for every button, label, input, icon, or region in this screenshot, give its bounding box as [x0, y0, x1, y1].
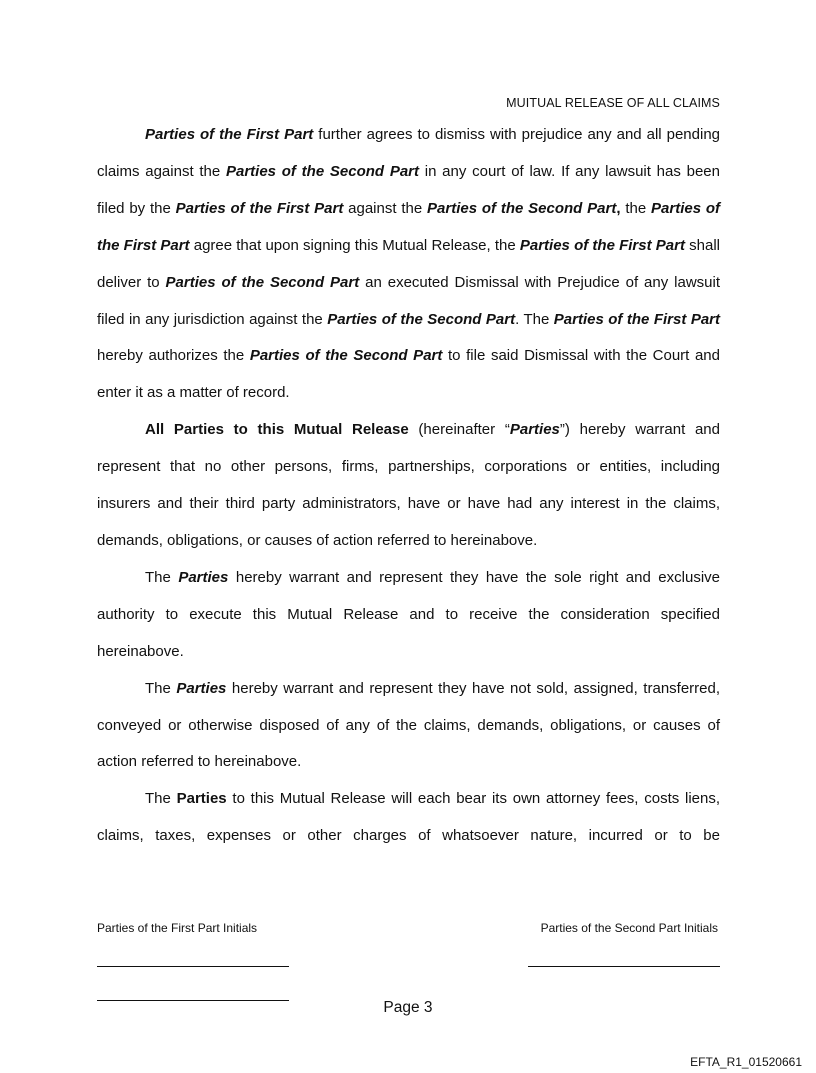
- paragraph-not-assigned: [97, 671, 720, 782]
- party-term: Parties: [176, 679, 227, 697]
- text-run: hereby warrant and represent they have the sole right and exclusive authority to execute this Mutual Release and to receive the consideration specified hereinabove.: [97, 568, 720, 660]
- paragraph-no-other-interest: [97, 412, 720, 560]
- party-term: Parties: [176, 790, 227, 808]
- party-term: Parties of the First Part: [97, 199, 721, 254]
- party-term: Parties of the First Part: [519, 236, 685, 254]
- paragraph-authority: [97, 560, 720, 671]
- first-part-initials-label: Parties of the First Part Initials: [97, 921, 258, 935]
- text-run: in any court of law. If any lawsuit has been filed by the: [97, 162, 720, 217]
- running-header: MUITUAL RELEASE OF ALL CLAIMS: [506, 96, 720, 110]
- party-term: Parties of the Second Part: [165, 273, 360, 291]
- text-run: agree that upon signing this Mutual Release, the: [189, 236, 520, 254]
- text-run: further agrees to dismiss with prejudice any and all pending claims against the: [97, 126, 721, 180]
- party-term: Parties of the Second Part: [427, 199, 617, 217]
- text-run: hereby warrant and represent they have not sold, assigned, transferred, conveyed or otherwise disposed of any of the claims, demands, obligations, or causes of action referred to hereinabove.: [97, 679, 721, 771]
- text-run: an executed Dismissal with Prejudice of any lawsuit filed in any jurisdiction against the: [97, 273, 721, 328]
- party-term: Parties of the First Part: [175, 199, 344, 217]
- party-term: Parties: [178, 568, 229, 586]
- party-term: Parties: [509, 421, 560, 439]
- party-term: Parties of the Second Part: [249, 347, 443, 365]
- text-run: hereby authorizes the: [97, 347, 250, 365]
- document-body: [97, 117, 720, 855]
- text-run: . The: [515, 310, 554, 328]
- text-run: to this Mutual Release will each bear its own attorney fees, costs liens, claims, taxes, expenses or other charges of whatsoever nature, incurred or to be: [97, 790, 721, 845]
- paragraph-costs: [97, 781, 720, 855]
- text-run: ,: [616, 199, 621, 217]
- first-part-initials-line-1: [97, 966, 289, 967]
- party-term: Parties of the First Part: [145, 126, 314, 143]
- text-run: The: [145, 568, 179, 586]
- document-id: EFTA_R1_01520661: [690, 1055, 802, 1069]
- text-run: against the: [343, 199, 428, 217]
- defined-term: All Parties to this Mutual Release: [145, 421, 409, 439]
- text-run: to file said Dismissal with the Court and enter it as a matter of record.: [97, 347, 720, 402]
- text-run: The: [145, 679, 177, 697]
- text-run: shall deliver to: [97, 236, 720, 291]
- paragraph-dismissal: [97, 117, 720, 412]
- party-term: Parties of the Second Part: [225, 162, 420, 180]
- party-term: Parties of the First Part: [553, 310, 720, 328]
- text-run: The: [145, 790, 177, 808]
- second-part-initials-line: [528, 966, 720, 967]
- text-run: (hereinafter “: [408, 421, 510, 439]
- text-run: ”) hereby warrant and represent that no other persons, firms, partnerships, corporations or entities, including insurers and their third party administrators, have or have had any interest in the claims, demands, obligations, or causes of action referred to hereinabove.: [97, 421, 720, 549]
- page-number: Page 3: [383, 999, 433, 1016]
- text-run: the: [620, 199, 652, 217]
- party-term: Parties of the Second Part: [327, 310, 516, 328]
- second-part-initials-label: Parties of the Second Part Initials: [540, 921, 718, 935]
